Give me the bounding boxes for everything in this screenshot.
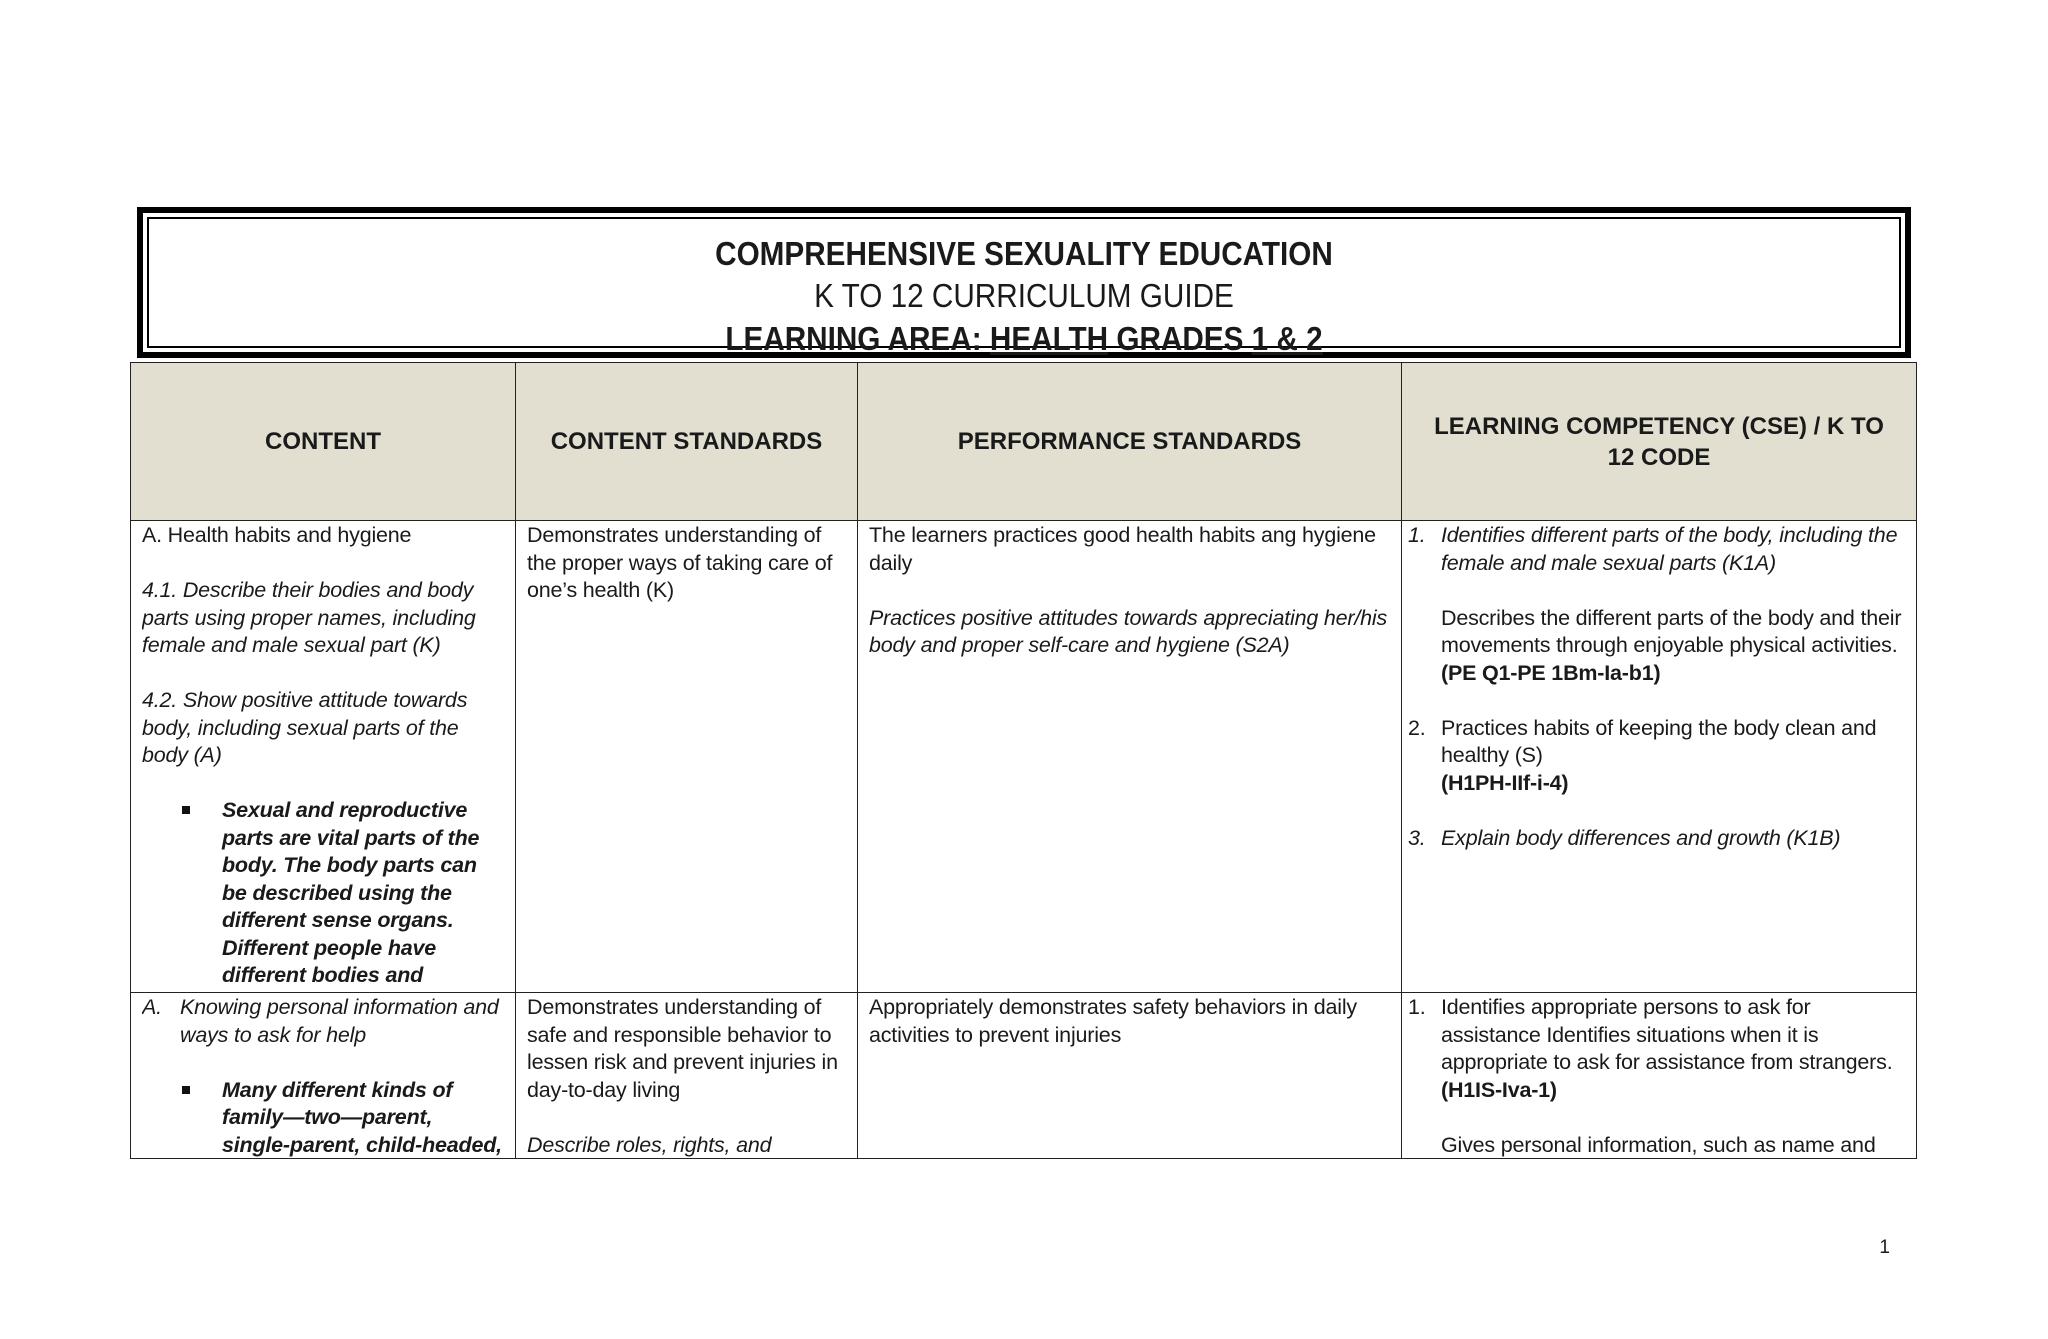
content-heading: A. Health habits and hygiene — [142, 523, 412, 547]
header-performance-standards: PERFORMANCE STANDARDS — [858, 363, 1402, 521]
table-row — [131, 993, 1917, 1159]
performance-standard-text-2: Practices positive attitudes towards appreciating her/his body and proper self-care and hygiene (S2A) — [869, 605, 1388, 657]
competency-item-2-code — [1408, 770, 1906, 798]
table-header-row — [131, 363, 1917, 521]
curriculum-table — [130, 362, 1917, 1159]
learning-area-grades: 1 & 2 — [1251, 320, 1323, 357]
performance-standards-cell — [858, 993, 1402, 1159]
competency-item-2-number: 2. — [1408, 715, 1426, 740]
learning-area-title — [237, 317, 1812, 361]
competency-item-1-text: Identifies appropriate persons to ask for assistance Identifies situations when it is appropriate to ask for assistance from strangers. — [1441, 995, 1893, 1074]
competency-item-1 — [1408, 522, 1906, 577]
content-standard-text-1: Demonstrates understanding of safe and responsible behavior to lessen risk and prevent injuries in day-to-day living — [527, 995, 838, 1102]
document-title: COMPREHENSIVE SEXUALITY EDUCATION — [715, 235, 1333, 272]
competency-item-3 — [1408, 825, 1906, 853]
bullet-square-icon — [182, 806, 190, 814]
content-objective-2: 4.2. Show positive attitude towards body, including sexual parts of the body (A) — [142, 688, 468, 767]
competency-item-1 — [1408, 994, 1906, 1077]
competency-item-1-sub-text: Gives personal information, such as name and — [1441, 1132, 1876, 1157]
competency-item-2-code-text: (H1PH-IIf-i-4) — [1441, 770, 1569, 795]
competency-item-2 — [1408, 715, 1906, 770]
competency-item-2-text: Practices habits of keeping the body clean and healthy (S) — [1441, 715, 1877, 767]
content-heading — [142, 994, 505, 1049]
competency-cell — [1402, 993, 1917, 1159]
content-heading-letter: A. — [142, 995, 162, 1019]
bullet-square-icon — [182, 1086, 190, 1094]
title-inner-frame — [147, 217, 1901, 357]
header-content: CONTENT — [131, 363, 516, 521]
content-bullet — [142, 1077, 505, 1159]
content-standard-text: Demonstrates understanding of the proper ways of taking care of one’s health (K) — [527, 523, 833, 602]
performance-standard-text: Appropriately demonstrates safety behaviors in daily activities to prevent injuries — [869, 995, 1357, 1047]
learning-area-prefix: LEARNING AREA: — [725, 320, 990, 357]
competency-item-1-sub-text: Describes the different parts of the body and their movements through enjoyable physical activities. — [1441, 605, 1902, 657]
content-bullet-text: Many different kinds of family—two—parent, single-parent, child-headed, — [222, 1077, 502, 1157]
competency-item-1-number: 1. — [1408, 523, 1426, 547]
competency-item-1-number: 1. — [1408, 995, 1426, 1019]
page-number: 1 — [1879, 1237, 1890, 1258]
document-subtitle: K TO 12 CURRICULUM GUIDE — [814, 277, 1234, 314]
learning-area-subject: HEALTH — [989, 320, 1109, 357]
title-box — [137, 207, 1911, 358]
header-learning-competency: LEARNING COMPETENCY (CSE) / K TO 12 CODE — [1402, 363, 1917, 521]
competency-item-1-code-text: (H1IS-Iva-1) — [1441, 1077, 1557, 1102]
content-bullet — [142, 797, 505, 992]
competency-item-1-text: Identifies different parts of the body, including the female and male sexual parts (K1A) — [1441, 523, 1898, 575]
competency-item-3-text: Explain body differences and growth (K1B) — [1441, 825, 1841, 850]
performance-standard-text-1: The learners practices good health habits ang hygiene daily — [869, 523, 1376, 575]
learning-area-mid: GRADES — [1108, 320, 1252, 357]
content-cell — [131, 993, 516, 1159]
competency-item-1-code-text: (PE Q1-PE 1Bm-Ia-b1) — [1441, 660, 1661, 685]
competency-item-1-code — [1408, 1077, 1906, 1105]
table-row — [131, 521, 1917, 993]
content-standard-text-2: Describe roles, rights, and — [527, 1132, 772, 1157]
header-content-standards: CONTENT STANDARDS — [516, 363, 858, 521]
competency-item-1-sub — [1408, 605, 1906, 660]
competency-item-3-number: 3. — [1408, 825, 1426, 850]
competency-item-1-code — [1408, 660, 1906, 688]
content-objective-1: 4.1. Describe their bodies and body parts using proper names, including female and male sexual part (K) — [142, 578, 476, 657]
content-standards-cell — [516, 993, 858, 1159]
content-bullet-text: Sexual and reproductive parts are vital parts of the body. The body parts can be described using the different sense organs. Different people have different bodies and — [222, 798, 480, 987]
content-heading-text: Knowing personal information and ways to ask for help — [180, 995, 499, 1047]
content-cell — [131, 521, 516, 993]
performance-standards-cell — [858, 521, 1402, 993]
competency-cell — [1402, 521, 1917, 993]
competency-item-1-sub — [1408, 1132, 1906, 1159]
content-standards-cell — [516, 521, 858, 993]
